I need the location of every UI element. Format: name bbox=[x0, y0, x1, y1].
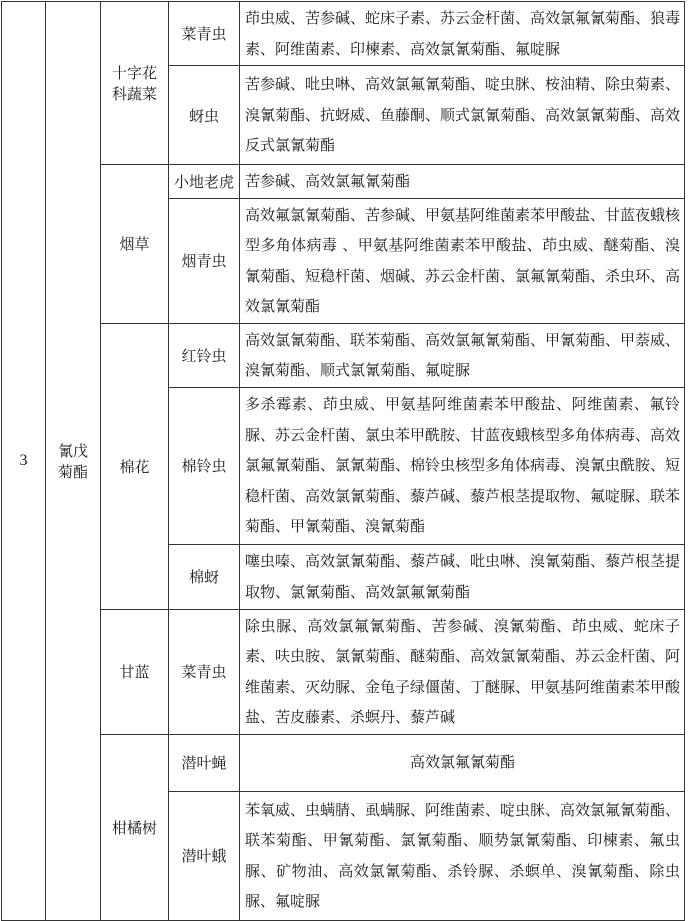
pest-name: 烟青虫 bbox=[169, 198, 240, 323]
crop-cell bbox=[101, 323, 169, 609]
pesticide-name-line: 菊酯 bbox=[57, 462, 88, 481]
alternatives-text: 多杀霉素、茚虫威、甲氨基阿维菌素苯甲酸盐、阿维菌素、氟铃脲、苏云金杆菌、氯虫苯甲酰胺、甘蓝夜蛾核型多角体病毒、高效氯氟氰菊酯、氯氰菊酯、棉铃虫核型多角体病毒、溴氰虫酰胺、短稳杆菌、高效氯氰菊酯、藜芦碱、藜芦根茎提取物、氟啶脲、联苯菊酯、甲氰菊酯、溴氰菊酯 bbox=[240, 387, 685, 544]
crop-name-line: 甘蓝 bbox=[119, 663, 150, 681]
pest-name: 潜叶蝇 bbox=[169, 734, 240, 791]
crop-cell bbox=[101, 2, 169, 165]
alternatives-text: 除虫脲、高效氯氟氰菊酯、苦参碱、溴氰菊酯、茚虫威、蛇床子素、呋虫胺、氯氰菊酯、醚菊酯、高效氯氰菊酯、苏云金杆菌、阿维菌素、灭幼脲、金龟子绿僵菌、丁醚脲、甲氨基阿维菌素苯甲酸盐、苦皮藤素、杀螟丹、藜芦碱 bbox=[240, 609, 685, 734]
pest-name: 潜叶蛾 bbox=[169, 791, 240, 920]
pest-name: 菜青虫 bbox=[169, 2, 240, 66]
pesticide-alternatives-table bbox=[1, 1, 685, 921]
pest-name: 棉蚜 bbox=[169, 544, 240, 609]
row-index: 3 bbox=[2, 2, 46, 921]
crop-name-line: 柑橘树 bbox=[111, 818, 157, 837]
crop-name-line: 科蔬菜 bbox=[111, 85, 157, 103]
alternatives-text: 高效氟氯氰菊酯、苦参碱、甲氨基阿维菌素苯甲酸盐、甘蓝夜蛾核型多角体病毒 、甲氨基阿维菌素苯甲酸盐、茚虫威、醚菊酯、溴氰菊酯、短稳杆菌、烟碱、苏云金杆菌、氯氟氰菊酯、杀虫环、高效氯氰菊酯 bbox=[240, 198, 685, 323]
crop-name-line: 烟草 bbox=[119, 235, 150, 254]
crop-name-line: 十字花 bbox=[111, 64, 157, 82]
alternatives-text: 高效氯氟氰菊酯 bbox=[240, 734, 685, 791]
alternatives-text: 苯氧威、虫螨腈、虱螨脲、阿维菌素、啶虫脒、高效氯氟氰菊酯、联苯菊酯、甲氰菊酯、氯氰菊酯、顺势氯氰菊酯、印楝素、氟虫脲、矿物油、高效氯氰菊酯、杀铃脲、杀螟单、溴氰菊酯、除虫脲、氟啶脲 bbox=[240, 791, 685, 920]
crop-cell bbox=[101, 734, 169, 920]
crop-name-line: 棉花 bbox=[119, 457, 150, 476]
pest-name: 蚜虫 bbox=[169, 66, 240, 165]
pest-name: 红铃虫 bbox=[169, 323, 240, 387]
pest-name: 小地老虎 bbox=[169, 165, 240, 199]
alternatives-text: 噻虫嗪、高效氯氰菊酯、藜芦碱、吡虫啉、溴氰菊酯、藜芦根茎提取物、氯氰菊酯、高效氯氟氰菊酯 bbox=[240, 544, 685, 609]
pesticide-name-line: 氰戊 bbox=[57, 441, 88, 460]
crop-cell bbox=[101, 609, 169, 734]
alternatives-text: 苦参碱、吡虫啉、高效氯氟氰菊酯、啶虫脒、桉油精、除虫菊素、溴氰菊酯、抗蚜威、鱼藤酮、顺式氯氰菊酯、高效氯氰菊酯、高效反式氯氰菊酯 bbox=[240, 66, 685, 165]
pesticide-name bbox=[46, 2, 101, 921]
crop-cell bbox=[101, 165, 169, 324]
pest-name: 菜青虫 bbox=[169, 609, 240, 734]
alternatives-text: 茚虫威、苦参碱、蛇床子素、苏云金杆菌、高效氯氟氰菊酯、狼毒素、阿维菌素、印楝素、高效氯氰菊酯、氟啶脲 bbox=[240, 2, 685, 66]
pest-name: 棉铃虫 bbox=[169, 387, 240, 544]
alternatives-text: 高效氯氰菊酯、联苯菊酯、高效氯氟氰菊酯、甲氰菊酯、甲萘威、溴氰菊酯、顺式氯氰菊酯、氟啶脲 bbox=[240, 323, 685, 387]
alternatives-text: 苦参碱、高效氯氟氰菊酯 bbox=[240, 165, 685, 199]
